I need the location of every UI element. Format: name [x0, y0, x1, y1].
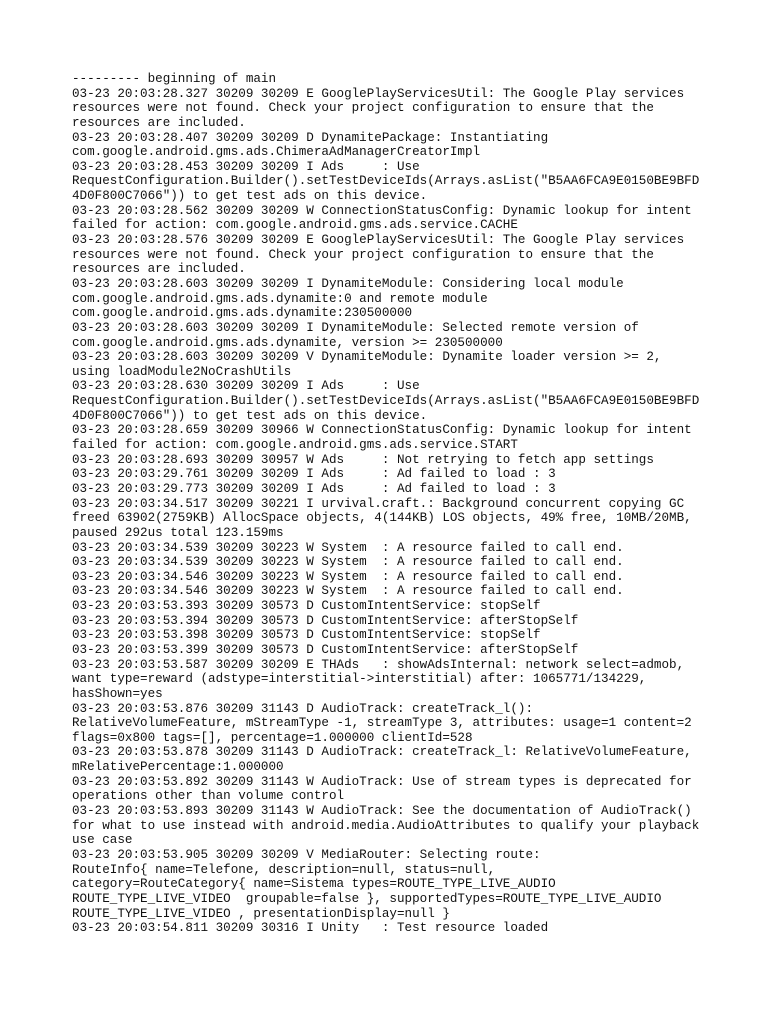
log-line: com.google.android.gms.ads.ChimeraAdManagerCreatorImpl: [72, 145, 481, 160]
log-line: 03-23 20:03:34.539 30209 30223 W System : A resource failed to call end.: [72, 555, 624, 570]
log-line: 03-23 20:03:34.546 30209 30223 W System : A resource failed to call end.: [72, 584, 624, 599]
log-line: 03-23 20:03:28.576 30209 30209 E GooglePlayServicesUtil: The Google Play services: [72, 233, 685, 248]
log-line: 03-23 20:03:28.562 30209 30209 W ConnectionStatusConfig: Dynamic lookup for intent: [72, 203, 692, 218]
log-line: for what to use instead with android.media.AudioAttributes to qualify your playback: [72, 818, 700, 833]
log-line: resources are included.: [72, 262, 246, 277]
log-line: paused 292us total 123.159ms: [72, 525, 284, 540]
log-line: 4D0F800C7066")) to get test ads on this device.: [72, 408, 428, 423]
log-line: operations other than volume control: [72, 789, 345, 804]
log-line: 03-23 20:03:53.398 30209 30573 D CustomIntentService: stopSelf: [72, 628, 541, 643]
log-line: mRelativePercentage:1.000000: [72, 760, 284, 775]
log-line: 03-23 20:03:34.517 30209 30221 I urvival.craft.: Background concurrent copying GC: [72, 496, 685, 511]
log-line: want type=reward (adstype=interstitial->interstitial) after: 1065771/134229,: [72, 672, 647, 687]
log-line: resources were not found. Check your project configuration to ensure that the: [72, 247, 654, 262]
log-line: 4D0F800C7066")) to get test ads on this device.: [72, 189, 428, 204]
log-line: 03-23 20:03:28.659 30209 30966 W ConnectionStatusConfig: Dynamic lookup for intent: [72, 423, 692, 438]
log-line: 03-23 20:03:54.811 30209 30316 I Unity : Test resource loaded: [72, 921, 549, 936]
log-line: ROUTE_TYPE_LIVE_VIDEO , presentationDisplay=null }: [72, 906, 450, 921]
log-line: 03-23 20:03:53.878 30209 31143 D AudioTrack: createTrack_l: RelativeVolumeFeature,: [72, 745, 692, 760]
log-line: 03-23 20:03:28.407 30209 30209 D DynamitePackage: Instantiating: [72, 130, 549, 145]
log-line: 03-23 20:03:28.603 30209 30209 I DynamiteModule: Selected remote version of: [72, 320, 639, 335]
log-line: 03-23 20:03:28.693 30209 30957 W Ads : Not retrying to fetch app settings: [72, 452, 654, 467]
log-line: 03-23 20:03:53.399 30209 30573 D CustomIntentService: afterStopSelf: [72, 642, 579, 657]
log-line: 03-23 20:03:53.905 30209 30209 V MediaRouter: Selecting route:: [72, 847, 541, 862]
log-output: [72, 72, 712, 936]
log-line: 03-23 20:03:29.773 30209 30209 I Ads : Ad failed to load : 3: [72, 481, 556, 496]
log-line: RouteInfo{ name=Telefone, description=null, status=null,: [72, 862, 496, 877]
log-line: 03-23 20:03:28.630 30209 30209 I Ads : Use: [72, 379, 420, 394]
log-line: 03-23 20:03:53.394 30209 30573 D CustomIntentService: afterStopSelf: [72, 613, 579, 628]
log-line: com.google.android.gms.ads.dynamite, version >= 230500000: [72, 335, 503, 350]
log-line: 03-23 20:03:28.453 30209 30209 I Ads : Use: [72, 159, 420, 174]
log-line: ROUTE_TYPE_LIVE_VIDEO groupable=false }, supportedTypes=ROUTE_TYPE_LIVE_AUDIO: [72, 891, 662, 906]
log-line: 03-23 20:03:53.893 30209 31143 W AudioTrack: See the documentation of AudioTrack(): [72, 804, 692, 819]
log-line: failed for action: com.google.android.gms.ads.service.CACHE: [72, 218, 518, 233]
log-header-line: --------- beginning of main: [72, 72, 277, 86]
log-line: using loadModule2NoCrashUtils: [72, 364, 292, 379]
log-line: use case: [72, 833, 133, 848]
log-line: RequestConfiguration.Builder().setTestDeviceIds(Arrays.asList("B5AA6FCA9E0150BE9BFD: [72, 174, 700, 189]
log-line: 03-23 20:03:28.603 30209 30209 V DynamiteModule: Dynamite loader version >= 2,: [72, 350, 662, 365]
log-line: category=RouteCategory{ name=Sistema types=ROUTE_TYPE_LIVE_AUDIO: [72, 877, 556, 892]
log-line: com.google.android.gms.ads.dynamite:0 and remote module: [72, 291, 488, 306]
log-line: RelativeVolumeFeature, mStreamType -1, streamType 3, attributes: usage=1 content=2: [72, 716, 692, 731]
log-line: hasShown=yes: [72, 686, 163, 701]
log-line: 03-23 20:03:29.761 30209 30209 I Ads : Ad failed to load : 3: [72, 467, 556, 482]
log-line: flags=0x800 tags=[], percentage=1.000000 clientId=528: [72, 730, 473, 745]
log-line: resources were not found. Check your project configuration to ensure that the: [72, 101, 654, 116]
log-line: resources are included.: [72, 115, 246, 130]
log-line: 03-23 20:03:53.876 30209 31143 D AudioTrack: createTrack_l():: [72, 701, 534, 716]
log-line: freed 63902(2759KB) AllocSpace objects, 4(144KB) LOS objects, 49% free, 10MB/20MB,: [72, 511, 692, 526]
log-line: 03-23 20:03:34.546 30209 30223 W System : A resource failed to call end.: [72, 569, 624, 584]
log-line: failed for action: com.google.android.gms.ads.service.START: [72, 438, 518, 453]
log-line: com.google.android.gms.ads.dynamite:230500000: [72, 306, 413, 321]
log-line: 03-23 20:03:28.327 30209 30209 E GooglePlayServicesUtil: The Google Play services: [72, 86, 685, 101]
log-line: 03-23 20:03:34.539 30209 30223 W System : A resource failed to call end.: [72, 540, 624, 555]
log-line: 03-23 20:03:28.603 30209 30209 I DynamiteModule: Considering local module: [72, 276, 624, 291]
log-line: 03-23 20:03:53.587 30209 30209 E THAds : showAdsInternal: network select=admob,: [72, 657, 685, 672]
log-line: 03-23 20:03:53.892 30209 31143 W AudioTrack: Use of stream types is deprecated for: [72, 774, 692, 789]
log-line: 03-23 20:03:53.393 30209 30573 D CustomIntentService: stopSelf: [72, 599, 541, 614]
log-line: RequestConfiguration.Builder().setTestDeviceIds(Arrays.asList("B5AA6FCA9E0150BE9BFD: [72, 394, 700, 409]
